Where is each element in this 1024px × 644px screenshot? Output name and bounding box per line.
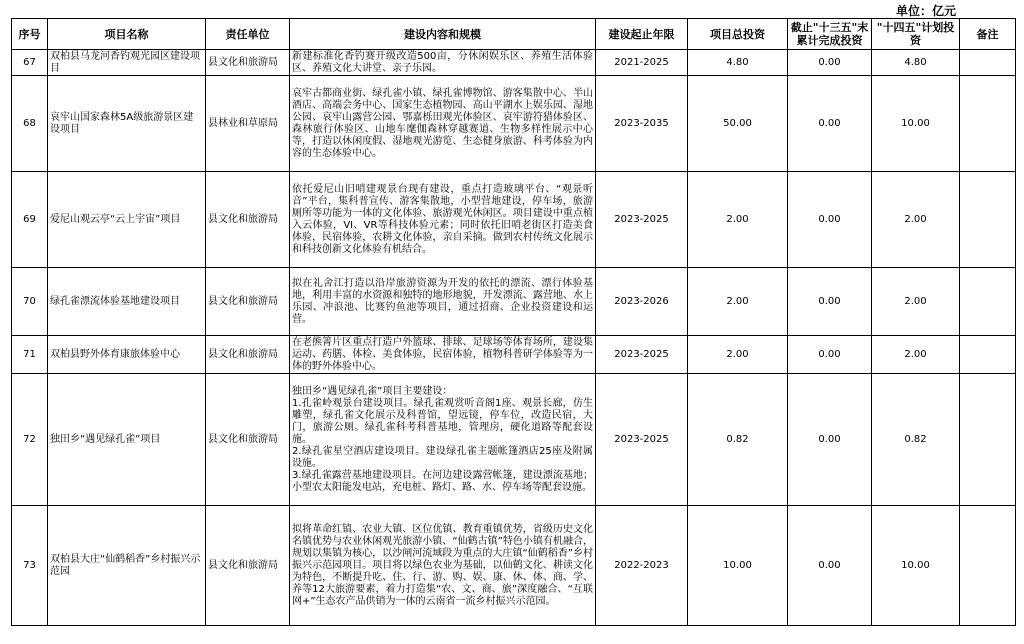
row-responsible-unit: 县文化和旅游局 xyxy=(206,374,290,506)
content-paragraph: 哀牢古都商业街、绿孔雀小镇、绿孔雀博物馆、游客集散中心、半山酒店、高端会务中心、国家生态植物园、高山平湖水上娱乐园、湿地公园、哀牢山露营公园、鄂嘉栎田观光体验区、哀牢游符猎体验区、森林旅行体验区、山地车麾伽森林穿越赛道、生物多样性展示中心等，打造以休闲度假、湿地观光游览、生态健身旅游、科考体验为内容的生态体验中心。 xyxy=(292,87,593,159)
content-paragraph: 拟在礼舍江打造以沿岸旅游资源为开发的依托的漂流、漂行体验基地，利用丰富的水资源和独特的地形地貌，开发漂流、露营地、水上乐园、冲浪池、比赛钓鱼池等项目，通过招商、企业投资建设和运营。 xyxy=(292,277,593,325)
row-total-investment: 4.80 xyxy=(688,50,788,76)
table-row xyxy=(12,50,1016,76)
content-paragraph: 拟将革命红镇、农业大镇、区位优镇、教育重镇优势，省级历史文化名镇优势与农业休闲观光旅游小镇、“仙鹤古镇”特色小镇有机融合，规划以集镇为核心，以沙闸河流域段为重点的大庄镇“仙鹤稻香”乡村振兴示范园项目。项目将以绿色农业为基础，以仙鹤文化、耕读文化为特色，不断提升吃、住、行、游、购、娱、康、休、体、商、学、养等12大旅游要素，着力打造集“农、文、商、旅”深度融合、“互联网+”生态农产品供销为一体的云南省一流乡村振兴示范园。 xyxy=(292,523,593,607)
row-completed-investment: 0.00 xyxy=(788,336,872,374)
projects-table xyxy=(11,18,1016,626)
row-total-investment: 50.00 xyxy=(688,76,788,172)
table-row xyxy=(12,336,1016,374)
row-note xyxy=(960,506,1016,626)
row-content xyxy=(290,76,596,172)
row-content xyxy=(290,506,596,626)
row-project-name: 爱尼山观云亭“云上宇宙”项目 xyxy=(48,172,206,268)
row-seq: 67 xyxy=(12,50,48,76)
row-period: 2021-2025 xyxy=(596,50,688,76)
content-paragraph: 1.孔雀岭观景台建设项目。绿孔雀观赏听音阁1座、观景长廊，仿生雕塑，绿孔雀文化展示及科普馆，望远镜，停车位，改造民宿，大门，旅游公厕。绿孔雀科考科普基地，管理房，硬化道路等配套设施。 xyxy=(292,397,593,445)
row-planned-investment: 10.00 xyxy=(872,76,960,172)
row-total-investment: 2.00 xyxy=(688,268,788,336)
header-total: 项目总投资 xyxy=(688,19,788,50)
row-seq: 72 xyxy=(12,374,48,506)
row-project-name: 双柏县野外体育康旅体验中心 xyxy=(48,336,206,374)
table-row xyxy=(12,268,1016,336)
row-responsible-unit: 县林业和草原局 xyxy=(206,76,290,172)
row-completed-investment: 0.00 xyxy=(788,50,872,76)
row-total-investment: 0.82 xyxy=(688,374,788,506)
row-planned-investment: 2.00 xyxy=(872,336,960,374)
table-row xyxy=(12,172,1016,268)
row-total-investment: 10.00 xyxy=(688,506,788,626)
row-responsible-unit: 县文化和旅游局 xyxy=(206,50,290,76)
content-paragraph: 3.绿孔雀露营基地建设项目。在河边建设露营帐篷，建设漂流基地；小型农太阳能发电站，充电桩、路灯、路、水、停车场等配套设施。 xyxy=(292,469,593,493)
header-note: 备注 xyxy=(960,19,1016,50)
table-row xyxy=(12,506,1016,626)
row-note xyxy=(960,76,1016,172)
row-completed-investment: 0.00 xyxy=(788,172,872,268)
header-period: 建设起止年限 xyxy=(596,19,688,50)
row-responsible-unit: 县文化和旅游局 xyxy=(206,506,290,626)
row-content xyxy=(290,336,596,374)
row-note xyxy=(960,172,1016,268)
row-seq: 73 xyxy=(12,506,48,626)
row-total-investment: 2.00 xyxy=(688,336,788,374)
row-planned-investment: 4.80 xyxy=(872,50,960,76)
row-total-investment: 2.00 xyxy=(688,172,788,268)
content-paragraph: 独田乡“遇见绿孔雀”项目主要建设： xyxy=(292,385,453,397)
content-paragraph: 2.绿孔雀星空酒店建设项目。建设绿孔雀主题帐篷酒店25座及附属设施。 xyxy=(292,445,593,469)
row-seq: 69 xyxy=(12,172,48,268)
row-period: 2023-2035 xyxy=(596,76,688,172)
row-responsible-unit: 县文化和旅游局 xyxy=(206,172,290,268)
row-project-name: 独田乡“遇见绿孔雀”项目 xyxy=(48,374,206,506)
row-planned-investment: 10.00 xyxy=(872,506,960,626)
content-paragraph: 依托爱尼山旧哨建观景台现有建设，重点打造玻璃平台、“观景听音”平台，集科普宣传、游客集散地，小型营地建设，停车场，旅游厕所等功能为一体的文化体验、旅游观光休闲区。项目建设中重点植入云体验，VI、VR等科技体验元素；同时依托旧哨老街区打造美食体验，民宿体验，农耕文化体验，亲自采摘。做到农村传统文化展示和科技创新文化体验有机结合。 xyxy=(292,183,593,255)
row-planned-investment: 2.00 xyxy=(872,268,960,336)
row-responsible-unit: 县文化和旅游局 xyxy=(206,268,290,336)
row-project-name: 绿孔雀漂流体验基地建设项目 xyxy=(48,268,206,336)
row-period: 2023-2025 xyxy=(596,336,688,374)
header-unit: 责任单位 xyxy=(206,19,290,50)
row-period: 2022-2023 xyxy=(596,506,688,626)
row-seq: 70 xyxy=(12,268,48,336)
row-content xyxy=(290,268,596,336)
row-content xyxy=(290,172,596,268)
row-completed-investment: 0.00 xyxy=(788,506,872,626)
row-project-name: 哀牢山国家森林5A级旅游景区建设项目 xyxy=(48,76,206,172)
header-plan: "十四五"计划投资 xyxy=(872,19,960,50)
header-row xyxy=(12,19,1016,50)
row-project-name: 双柏县大庄“仙鹤稻香”乡村振兴示范园 xyxy=(48,506,206,626)
row-completed-investment: 0.00 xyxy=(788,268,872,336)
row-note xyxy=(960,336,1016,374)
row-responsible-unit: 县文化和旅游局 xyxy=(206,336,290,374)
row-note xyxy=(960,374,1016,506)
content-paragraph: 在老熊箐片区重点打造户外篮球、排球、足球场等体育场所，建设集运动、药膳、体检、美食体验，民宿体验，植物科普研学体验等为一体的野外体验中心。 xyxy=(292,336,593,372)
row-planned-investment: 0.82 xyxy=(872,374,960,506)
content-paragraph: 新建标准化香钓赛开级改造500亩，分休闲娱乐区、养殖生活体验区、养殖文化大讲堂、亲子乐园。 xyxy=(292,50,593,74)
row-project-name: 双柏县马龙河香钓观光园区建设项目 xyxy=(48,50,206,76)
row-note xyxy=(960,50,1016,76)
row-planned-investment: 2.00 xyxy=(872,172,960,268)
row-content xyxy=(290,50,596,76)
row-completed-investment: 0.00 xyxy=(788,374,872,506)
row-seq: 68 xyxy=(12,76,48,172)
table-row xyxy=(12,76,1016,172)
header-content: 建设内容和规模 xyxy=(290,19,596,50)
table-row xyxy=(12,374,1016,506)
row-note xyxy=(960,268,1016,336)
unit-label: 单位：亿元 xyxy=(896,4,957,18)
row-completed-investment: 0.00 xyxy=(788,76,872,172)
row-period: 2023-2025 xyxy=(596,374,688,506)
header-seq: 序号 xyxy=(12,19,48,50)
row-period: 2023-2025 xyxy=(596,172,688,268)
row-period: 2023-2026 xyxy=(596,268,688,336)
header-name: 项目名称 xyxy=(48,19,206,50)
header-done: 截止"十三五"末累计完成投资 xyxy=(788,19,872,50)
row-content xyxy=(290,374,596,506)
row-seq: 71 xyxy=(12,336,48,374)
